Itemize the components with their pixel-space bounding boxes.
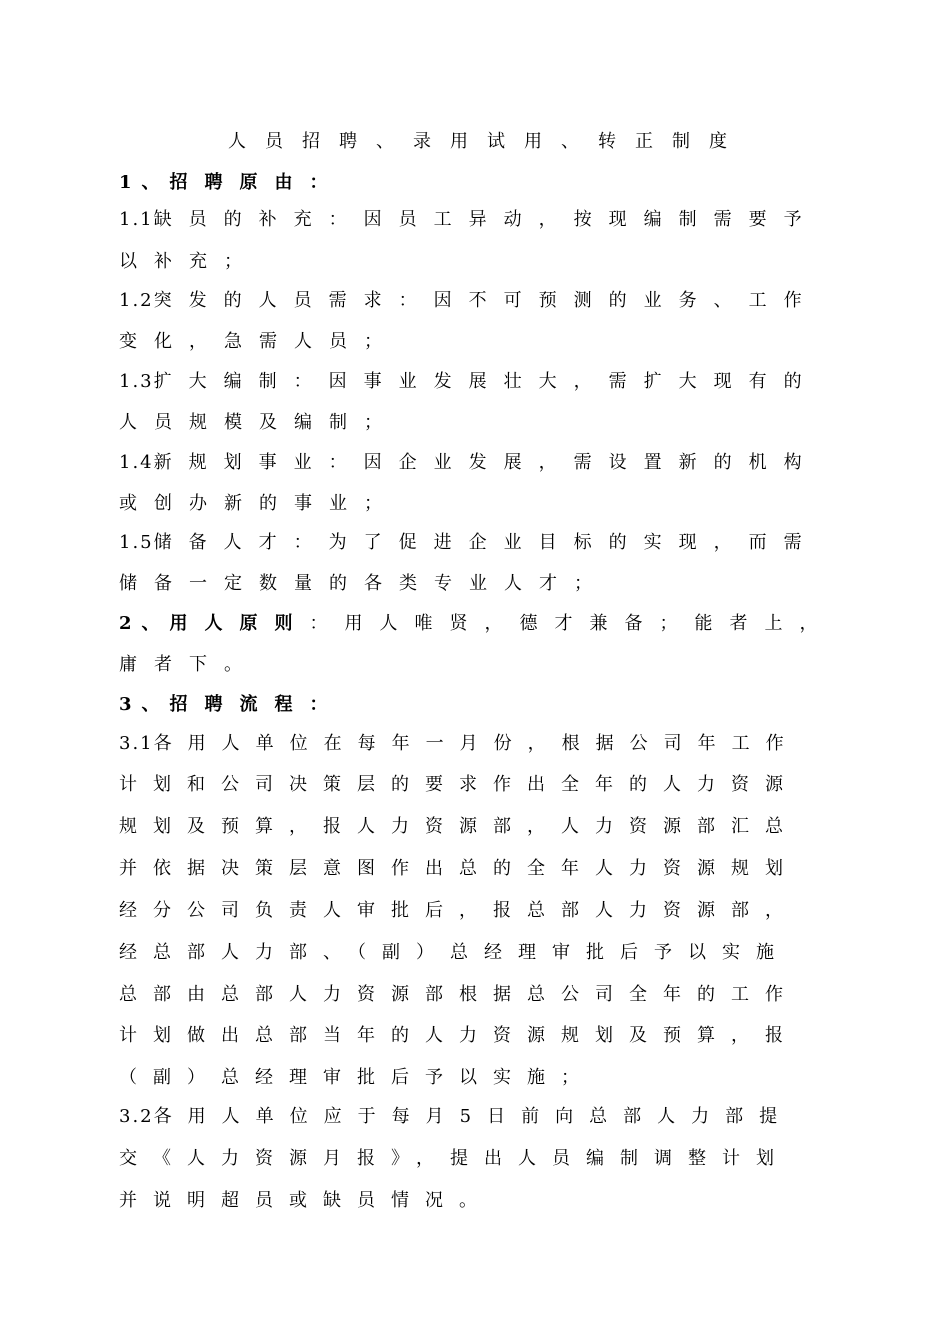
section-number: 3、	[119, 694, 170, 715]
paragraph-line	[119, 208, 899, 232]
paragraph-line: 规划及预算，报人力资源部，人力资源部汇总	[119, 816, 799, 837]
section-heading-text: 用人原则	[169, 613, 310, 634]
paragraph-line	[119, 1105, 899, 1129]
section-heading-text: 招聘流程：	[169, 694, 345, 715]
paragraph-line	[119, 451, 899, 475]
item-number: 1.5	[119, 532, 154, 553]
paragraph-line: 计划做出总部当年的人力资源规划及预算，报	[119, 1025, 799, 1046]
section-heading-3	[119, 693, 899, 717]
item-text: 突发的人员需求：因不可预测的业务、工作	[153, 290, 819, 311]
paragraph-line: 变化，急需人员；	[119, 331, 399, 352]
item-number: 1.3	[119, 371, 154, 392]
section-number: 1、	[119, 172, 170, 193]
item-number: 1.4	[119, 452, 154, 473]
item-number: 1.1	[119, 209, 154, 230]
paragraph-line: 计划和公司决策层的要求作出全年的人力资源	[119, 774, 799, 795]
section-heading-2	[119, 612, 899, 636]
paragraph-line: 经分公司负责人审批后，报总部人力资源部，	[119, 900, 799, 921]
item-text: 各用人单位应于每月5日前向总部人力部提	[153, 1106, 794, 1127]
paragraph-line	[119, 370, 899, 394]
paragraph-line: 或创办新的事业；	[119, 493, 399, 514]
item-text: 各用人单位在每年一月份，根据公司年工作	[153, 733, 800, 754]
item-text: 储备人才：为了促进企业目标的实现，而需	[153, 532, 819, 553]
document-title: 人员招聘、录用试用、转正制度	[228, 131, 746, 152]
paragraph-line: 以补充；	[119, 251, 259, 272]
section-heading-1	[119, 171, 899, 195]
section-number: 2、	[119, 613, 170, 634]
paragraph-line: 并依据决策层意图作出总的全年人力资源规划	[119, 858, 799, 879]
paragraph-line	[119, 732, 899, 756]
paragraph-line	[119, 289, 899, 313]
item-number: 3.2	[119, 1106, 154, 1127]
paragraph-line: （副）总经理审批后予以实施；	[119, 1067, 595, 1088]
item-text: 缺员的补充：因员工异动，按现编制需要予	[153, 209, 819, 230]
item-number: 1.2	[119, 290, 154, 311]
paragraph-line: 总部由总部人力资源部根据总公司全年的工作	[119, 984, 799, 1005]
paragraph-line: 储备一定数量的各类专业人才；	[119, 573, 609, 594]
paragraph-line: 经总部人力部、（副）总经理审批后予以实施	[119, 942, 790, 963]
paragraph-line	[119, 531, 899, 555]
paragraph-line: 庸者下。	[119, 654, 259, 675]
section-heading-text: 招聘原由：	[169, 172, 345, 193]
paragraph-line: 人员规模及编制；	[119, 412, 399, 433]
item-number: 3.1	[119, 733, 154, 754]
item-text: 扩大编制：因事业发展壮大，需扩大现有的	[153, 371, 819, 392]
paragraph-line: 交《人力资源月报》，提出人员编制调整计划	[119, 1148, 790, 1169]
paragraph-line: 并说明超员或缺员情况。	[119, 1190, 493, 1211]
section-heading-tail: ：用人唯贤，德才兼备；能者上，	[309, 613, 835, 634]
item-text: 新规划事业：因企业发展，需设置新的机构	[153, 452, 819, 473]
